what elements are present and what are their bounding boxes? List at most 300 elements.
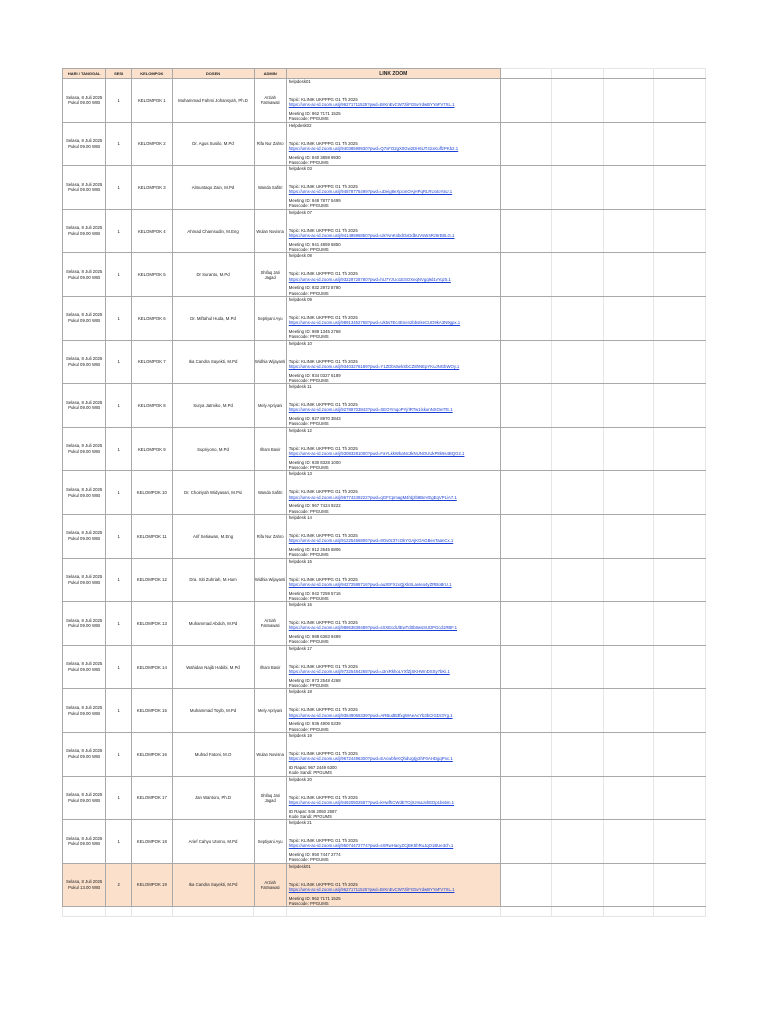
lecturer-cell[interactable] — [173, 297, 255, 340]
empty-cell[interactable] — [654, 68, 706, 78]
header-lecturer: DOSEN — [173, 68, 255, 78]
session-cell[interactable] — [106, 123, 132, 166]
zoom-link-cell[interactable] — [287, 559, 501, 602]
empty-cell[interactable] — [604, 820, 655, 863]
session-cell[interactable] — [106, 777, 132, 820]
day-cell[interactable] — [62, 515, 106, 558]
day-cell[interactable] — [62, 428, 106, 471]
empty-cell[interactable] — [654, 428, 706, 471]
session-cell[interactable] — [106, 864, 132, 907]
lecturer-cell[interactable] — [173, 123, 255, 166]
helpdesk-text: helpdesk 09 — [288, 296, 312, 302]
group-text: KELOMPOK 7 — [137, 359, 166, 365]
empty-cell[interactable] — [501, 777, 553, 820]
topic-text: Topic: KLINIK UKPPPG G1 Th 2025 — [288, 314, 358, 320]
empty-cell[interactable] — [501, 515, 553, 558]
empty-cell[interactable] — [552, 646, 604, 689]
empty-cell[interactable] — [604, 733, 655, 776]
lecturer-text: Muhammad Toyib, M.Pd — [189, 708, 237, 714]
empty-cell[interactable] — [287, 907, 501, 916]
lecturer-cell[interactable] — [173, 384, 255, 427]
empty-cell[interactable] — [552, 907, 604, 916]
admin-cell[interactable] — [255, 384, 287, 427]
day-cell[interactable] — [62, 166, 106, 209]
lecturer-cell[interactable] — [173, 79, 255, 122]
zoom-info — [289, 402, 453, 412]
empty-cell[interactable] — [501, 559, 553, 602]
passcode-text: Passcode: PPGUMS — [288, 726, 329, 732]
empty-cell[interactable] — [552, 79, 604, 122]
group-cell[interactable] — [132, 733, 173, 776]
group-cell[interactable] — [132, 341, 173, 384]
lecturer-cell[interactable] — [173, 428, 255, 471]
passcode-text: Passcode: PPGUMS — [288, 334, 329, 340]
zoom-link-cell[interactable] — [287, 864, 501, 907]
group-cell[interactable] — [132, 689, 173, 732]
day-cell[interactable] — [62, 689, 106, 732]
day-cell[interactable] — [62, 123, 106, 166]
empty-cell[interactable] — [654, 471, 706, 514]
admin-cell[interactable] — [255, 123, 287, 166]
admin-text: Septiyani Ayu — [257, 838, 283, 844]
empty-cell[interactable] — [604, 297, 655, 340]
group-cell[interactable] — [132, 820, 173, 863]
empty-cell[interactable] — [552, 733, 604, 776]
empty-cell[interactable] — [604, 602, 655, 645]
empty-cell[interactable] — [604, 68, 655, 78]
table-row — [62, 689, 706, 733]
lecturer-cell[interactable] — [173, 559, 255, 602]
meeting-info — [289, 373, 341, 383]
session-cell[interactable] — [106, 689, 132, 732]
session-cell[interactable] — [106, 253, 132, 296]
empty-cell[interactable] — [604, 777, 655, 820]
empty-cell[interactable] — [604, 384, 655, 427]
date-text: Selasa, 8 Juli 2025 — [65, 661, 103, 667]
empty-cell[interactable] — [501, 384, 553, 427]
meeting-id-text: ID Rapat: 946 2050 2587 — [288, 808, 337, 814]
admin-cell[interactable] — [255, 166, 287, 209]
empty-cell[interactable] — [501, 602, 553, 645]
zoom-link-cell[interactable] — [287, 515, 501, 558]
date-text: Selasa, 8 Juli 2025 — [65, 399, 103, 405]
lecturer-cell[interactable] — [173, 471, 255, 514]
empty-cell[interactable] — [501, 820, 553, 863]
empty-cell[interactable] — [552, 471, 604, 514]
passcode-text: Passcode: PPGUMS — [288, 203, 329, 209]
meeting-id-text: Meeting ID: 927 8970 3843 — [288, 416, 341, 422]
admin-cell[interactable] — [255, 864, 287, 907]
session-cell[interactable] — [106, 428, 132, 471]
passcode-text: Passcode: PPGUMS — [288, 682, 329, 688]
empty-cell[interactable] — [501, 123, 553, 166]
session-text: 1 — [117, 795, 120, 801]
day-cell[interactable] — [62, 384, 106, 427]
zoom-link-cell[interactable] — [287, 341, 501, 384]
zoom-link-cell[interactable] — [287, 646, 501, 689]
admin-text: Shifaq Jati Jagad — [260, 792, 280, 803]
meeting-info — [289, 809, 337, 819]
session-text: 1 — [117, 315, 120, 321]
session-text: 1 — [117, 141, 120, 147]
group-text: KELOMPOK 16 — [136, 751, 167, 757]
admin-cell[interactable] — [255, 341, 287, 384]
zoom-link-cell[interactable] — [287, 602, 501, 645]
helpdesk-text: helpdesk 15 — [288, 558, 312, 564]
empty-cell[interactable] — [552, 777, 604, 820]
empty-cell[interactable] — [552, 864, 604, 907]
table-row — [62, 166, 706, 210]
empty-cell[interactable] — [604, 166, 655, 209]
empty-cell[interactable] — [501, 253, 553, 296]
zoom-url-link[interactable]: https://ums-ac-id.zoom.us/j/94620502587?pwd=kHwfhCWdETOjXJmaJxhEDp1bs6m.1 — [288, 799, 455, 805]
group-cell[interactable] — [132, 123, 173, 166]
zoom-url-link[interactable]: https://ums-ac-id.zoom.us/j/93403276189?pwd=Y1ZDbVaekSbCZ8hNEpYKuJNGbWOy.1 — [288, 363, 460, 369]
session-text: 2 — [117, 882, 120, 888]
empty-cell[interactable] — [654, 907, 706, 916]
zoom-url-link[interactable]: https://ums-ac-id.zoom.us/j/93649065339?pwd=ARBudB3fxgWAeAcYb3bCIGDr3Yg.1 — [288, 712, 453, 718]
empty-cell[interactable] — [654, 297, 706, 340]
zoom-url-link[interactable]: https://ums-ac-id.zoom.us/j/96271711525?pwd=BrKnEvCW7zliFG5vYdwBYYaFV7XL.1 — [288, 886, 455, 892]
group-cell[interactable] — [132, 79, 173, 122]
empty-cell[interactable] — [654, 864, 706, 907]
group-cell[interactable] — [132, 297, 173, 340]
zoom-url-link[interactable]: https://ums-ac-id.zoom.us/j/97325484268?pwd=u3rxRkhoLYXfZjSKHWnDSSy7bKi.1 — [288, 668, 450, 674]
zoom-link-cell[interactable] — [287, 689, 501, 732]
helpdesk-text: helpdesk01 — [288, 79, 311, 84]
zoom-url-link[interactable]: https://ums-ac-id.zoom.us/j/93083281000?pwd=FaYLkkWbaNc3kNUNOUUkP8k9s4BQG2.1 — [288, 450, 465, 456]
zoom-link-cell[interactable] — [287, 428, 501, 471]
group-cell[interactable] — [132, 428, 173, 471]
lecturer-cell[interactable] — [173, 210, 255, 253]
lecturer-cell[interactable] — [173, 166, 255, 209]
empty-cell[interactable] — [552, 341, 604, 384]
session-cell[interactable] — [106, 733, 132, 776]
passcode-text: Kode Sandi: PPGUMS — [288, 770, 332, 776]
admin-cell[interactable] — [255, 79, 287, 122]
group-text: KELOMPOK 19 — [136, 882, 167, 888]
empty-cell[interactable] — [604, 123, 655, 166]
helpdesk-text: helpdesk 03 — [288, 166, 312, 172]
session-cell[interactable] — [106, 210, 132, 253]
session-cell[interactable] — [106, 559, 132, 602]
admin-text: Arziah Fatmawati — [260, 618, 280, 629]
topic-text: Topic: KLINIK UKPPPG G1 Th 2025 — [288, 838, 358, 844]
empty-cell[interactable] — [654, 341, 706, 384]
lecturer-cell[interactable] — [173, 777, 255, 820]
lecturer-cell[interactable] — [173, 646, 255, 689]
lecturer-cell[interactable] — [173, 820, 255, 863]
lecturer-cell[interactable] — [173, 253, 255, 296]
empty-cell[interactable] — [173, 907, 255, 916]
session-cell[interactable] — [106, 384, 132, 427]
empty-cell[interactable] — [552, 559, 604, 602]
empty-cell[interactable] — [654, 689, 706, 732]
empty-cell[interactable] — [654, 777, 706, 820]
empty-cell[interactable] — [62, 907, 106, 916]
helpdesk-text: helpdesk 16 — [288, 602, 312, 608]
time-text: Pukul 09.00 WIB — [68, 231, 101, 237]
empty-cell[interactable] — [654, 79, 706, 122]
empty-cell[interactable] — [604, 646, 655, 689]
time-text: Pukul 09.00 WIB — [68, 449, 101, 455]
zoom-link-cell[interactable] — [287, 123, 501, 166]
session-text: 1 — [117, 490, 120, 496]
zoom-url-link[interactable]: https://ums-ac-id.zoom.us/j/94148596850?pwd=UkYvnKnbdOxDdbUVsW4Rz8rB0LG.1 — [288, 233, 455, 239]
time-text: Pukul 09.00 WIB — [68, 100, 101, 106]
header-group: KELOMPOK — [132, 68, 173, 78]
admin-cell[interactable] — [255, 820, 287, 863]
zoom-url-link[interactable]: https://ums-ac-id.zoom.us/j/98863839489?pwd=sXXEcdUlEwTd0b8wsSUDPGcd1RBF.1 — [288, 625, 458, 631]
topic-text: Topic: KLINIK UKPPPG G1 Th 2025 — [288, 227, 358, 233]
session-cell[interactable] — [106, 341, 132, 384]
group-cell[interactable] — [132, 515, 173, 558]
empty-cell[interactable] — [501, 907, 553, 916]
meeting-id-text: Meeting ID: 912 2545 6806 — [288, 546, 341, 552]
group-cell[interactable] — [132, 384, 173, 427]
lecturer-cell[interactable] — [173, 733, 255, 776]
lecturer-cell[interactable] — [173, 515, 255, 558]
topic-text: Topic: KLINIK UKPPPG G1 Th 2025 — [288, 794, 358, 800]
table-row — [62, 384, 706, 428]
day-cell[interactable] — [62, 471, 106, 514]
meeting-id-text: Meeting ID: 948 7877 5499 — [288, 198, 341, 204]
admin-cell[interactable] — [255, 515, 287, 558]
empty-cell[interactable] — [552, 820, 604, 863]
empty-cell[interactable] — [604, 515, 655, 558]
admin-cell[interactable] — [255, 297, 287, 340]
zoom-link-cell[interactable] — [287, 733, 501, 776]
table-row — [62, 646, 706, 690]
admin-cell[interactable] — [255, 733, 287, 776]
day-cell[interactable] — [62, 297, 106, 340]
empty-cell[interactable] — [604, 253, 655, 296]
admin-cell[interactable] — [255, 471, 287, 514]
date-text: Selasa, 8 Juli 2025 — [65, 574, 103, 580]
empty-cell[interactable] — [552, 123, 604, 166]
date-text: Selasa, 8 Juli 2025 — [65, 486, 103, 492]
empty-cell[interactable] — [501, 68, 553, 78]
zoom-link-cell[interactable] — [287, 210, 501, 253]
admin-cell[interactable] — [255, 559, 287, 602]
group-cell[interactable] — [132, 210, 173, 253]
empty-cell[interactable] — [604, 559, 655, 602]
lecturer-cell[interactable] — [173, 864, 255, 907]
passcode-text: Passcode: PPGUMS — [288, 377, 329, 383]
admin-cell[interactable] — [255, 646, 287, 689]
empty-cell[interactable] — [254, 907, 286, 916]
zoom-url-link[interactable]: https://ums-ac-id.zoom.us/j/98913452768?pwd=Uk5s7Ec4Enen2bbsIkeCUD9kA3N9gpx.1 — [288, 320, 461, 326]
zoom-link-cell[interactable] — [287, 777, 501, 820]
empty-cell[interactable] — [501, 733, 553, 776]
empty-cell[interactable] — [604, 79, 655, 122]
group-text: KELOMPOK 5 — [137, 272, 166, 278]
empty-cell[interactable] — [604, 341, 655, 384]
group-cell[interactable] — [132, 864, 173, 907]
zoom-link-cell[interactable] — [287, 166, 501, 209]
empty-cell[interactable] — [654, 559, 706, 602]
empty-cell[interactable] — [654, 210, 706, 253]
empty-cell[interactable] — [654, 123, 706, 166]
passcode-text: Passcode: PPGUMS — [288, 290, 329, 296]
zoom-url-link[interactable]: https://ums-ac-id.zoom.us/j/96271711525?pwd=BrKnEvCW7zliFG5vYdwBYYaFV7XL.1 — [288, 102, 455, 108]
zoom-link-cell[interactable] — [287, 253, 501, 296]
admin-cell[interactable] — [255, 253, 287, 296]
empty-cell[interactable] — [552, 515, 604, 558]
empty-cell[interactable] — [654, 384, 706, 427]
empty-cell[interactable] — [654, 602, 706, 645]
empty-cell[interactable] — [132, 907, 173, 916]
session-cell[interactable] — [106, 602, 132, 645]
zoom-info — [289, 751, 453, 761]
empty-cell[interactable] — [552, 602, 604, 645]
zoom-url-link[interactable]: https://ums-ac-id.zoom.us/j/93229728780?pwd=hU7YzUo1ESOXeqNVgq9d1vYqz5.1 — [288, 276, 451, 282]
zoom-info — [289, 620, 457, 630]
table-row — [62, 515, 706, 559]
session-cell[interactable] — [106, 166, 132, 209]
empty-cell[interactable] — [604, 907, 655, 916]
empty-cell[interactable] — [552, 253, 604, 296]
admin-cell[interactable] — [255, 689, 287, 732]
helpdesk-text: Helpdesk02 — [288, 122, 312, 128]
empty-cell[interactable] — [654, 733, 706, 776]
admin-cell[interactable] — [255, 777, 287, 820]
empty-cell[interactable] — [501, 210, 553, 253]
zoom-link-cell[interactable] — [287, 297, 501, 340]
empty-cell[interactable] — [604, 428, 655, 471]
table-row — [62, 253, 706, 297]
empty-cell[interactable] — [604, 210, 655, 253]
meeting-info — [289, 547, 341, 557]
empty-cell[interactable] — [106, 907, 132, 916]
empty-cell[interactable] — [501, 689, 553, 732]
session-cell[interactable] — [106, 820, 132, 863]
empty-cell[interactable] — [654, 646, 706, 689]
day-cell[interactable] — [62, 864, 106, 907]
group-cell[interactable] — [132, 602, 173, 645]
empty-cell[interactable] — [501, 341, 553, 384]
zoom-link-cell[interactable] — [287, 471, 501, 514]
meeting-info — [289, 198, 341, 208]
group-cell[interactable] — [132, 253, 173, 296]
zoom-link-cell[interactable] — [287, 384, 501, 427]
empty-cell[interactable] — [654, 820, 706, 863]
zoom-url-link[interactable]: https://ums-ac-id.zoom.us/j/96774249222?pwd=qGFCpmagM4htj2b8BeVEgEqVPLiA7.1 — [288, 494, 457, 500]
lecturer-text: Ahmad Chamsudin, M.Eng — [187, 228, 239, 234]
empty-cell[interactable] — [552, 428, 604, 471]
empty-cell[interactable] — [501, 166, 553, 209]
session-cell[interactable] — [106, 646, 132, 689]
time-text: Pukul 09.00 WIB — [68, 143, 101, 149]
empty-cell[interactable] — [552, 166, 604, 209]
day-cell[interactable] — [62, 820, 106, 863]
helpdesk-text: helpdesk 07 — [288, 209, 312, 215]
day-cell[interactable] — [62, 602, 106, 645]
session-cell[interactable] — [106, 471, 132, 514]
day-cell[interactable] — [62, 210, 106, 253]
meeting-info — [289, 416, 341, 426]
zoom-info — [289, 271, 451, 281]
day-cell[interactable] — [62, 646, 106, 689]
zoom-url-link[interactable]: https://ums-ac-id.zoom.us/j/94878775499?pwd=uDeig8eXpcmOAjHPqRLRUotoYaU.1 — [288, 189, 453, 195]
zoom-url-link[interactable]: https://ums-ac-id.zoom.us/j/91225456806?pwd=9Ov0z37cOkYGAjKOAGBexTaanCx.1 — [288, 538, 454, 544]
session-cell[interactable] — [106, 515, 132, 558]
day-cell[interactable] — [62, 253, 106, 296]
session-cell[interactable] — [106, 79, 132, 122]
empty-cell[interactable] — [654, 166, 706, 209]
zoom-info — [289, 707, 453, 717]
empty-cell[interactable] — [501, 471, 553, 514]
group-cell[interactable] — [132, 166, 173, 209]
zoom-url-link[interactable]: https://ums-ac-id.zoom.us/j/96724496300?pwd=EAcwbfeKQhdUgtjy2hF0AHDgqPnc.1 — [288, 756, 453, 762]
table-row — [62, 864, 706, 908]
empty-cell[interactable] — [552, 210, 604, 253]
zoom-url-link[interactable]: https://ums-ac-id.zoom.us/j/95074472774?pwd=sXRwHacyZCjBK5hRuJqO1BUe3ch.1 — [288, 843, 454, 849]
date-text: Selasa, 8 Juli 2025 — [65, 879, 103, 885]
day-cell[interactable] — [62, 733, 106, 776]
date-text: Selasa, 8 Juli 2025 — [65, 617, 103, 623]
passcode-text: Passcode: PPGUMS — [288, 508, 329, 514]
empty-cell[interactable] — [501, 864, 553, 907]
empty-cell[interactable] — [501, 297, 553, 340]
session-cell[interactable] — [106, 297, 132, 340]
empty-cell[interactable] — [604, 471, 655, 514]
admin-cell[interactable] — [255, 210, 287, 253]
table-row — [62, 123, 706, 167]
empty-cell[interactable] — [552, 297, 604, 340]
meeting-id-text: Meeting ID: 962 7171 1525 — [288, 111, 341, 116]
group-cell[interactable] — [132, 471, 173, 514]
zoom-info — [289, 489, 457, 499]
lecturer-cell[interactable] — [173, 602, 255, 645]
topic-text: Topic: KLINIK UKPPPG G1 Th 2025 — [288, 402, 358, 408]
lecturer-cell[interactable] — [173, 341, 255, 384]
group-cell[interactable] — [132, 559, 173, 602]
zoom-url-link[interactable]: https://ums-ac-id.zoom.us/j/92789703843?pwd=SEOYmqoPYjrlRTw1lxkunNSOeITE.1 — [288, 407, 453, 413]
empty-cell[interactable] — [604, 864, 655, 907]
session-text: 1 — [117, 664, 120, 670]
empty-cell[interactable] — [552, 384, 604, 427]
empty-cell[interactable] — [552, 689, 604, 732]
day-cell[interactable] — [62, 341, 106, 384]
admin-cell[interactable] — [255, 602, 287, 645]
topic-text: Topic: KLINIK UKPPPG G1 Th 2025 — [288, 707, 358, 713]
day-cell[interactable] — [62, 79, 106, 122]
lecturer-cell[interactable] — [173, 689, 255, 732]
zoom-url-link[interactable]: https://ums-ac-id.zoom.us/j/94038599930?pwd=Q7xFO2gX0Gw2DH6UT42xKuffzPKb2.1 — [288, 145, 459, 151]
empty-cell[interactable] — [604, 689, 655, 732]
zoom-link-cell[interactable] — [287, 79, 501, 122]
passcode-text: Passcode: PPGUMS — [288, 116, 329, 122]
zoom-url-link[interactable]: https://ums-ac-id.zoom.us/j/94272595716?pwd=auzEFXzxQjXkSLavIeo4yZRBoBrU.1 — [288, 581, 452, 587]
group-cell[interactable] — [132, 777, 173, 820]
topic-text: Topic: KLINIK UKPPPG G1 Th 2025 — [288, 881, 358, 887]
admin-cell[interactable] — [255, 428, 287, 471]
empty-cell[interactable] — [552, 68, 604, 78]
zoom-info — [289, 795, 454, 805]
empty-cell[interactable] — [501, 428, 553, 471]
day-cell[interactable] — [62, 777, 106, 820]
empty-cell[interactable] — [501, 79, 553, 122]
group-cell[interactable] — [132, 646, 173, 689]
empty-cell[interactable] — [501, 646, 553, 689]
zoom-link-cell[interactable] — [287, 820, 501, 863]
empty-cell[interactable] — [654, 515, 706, 558]
day-cell[interactable] — [62, 559, 106, 602]
empty-row — [62, 907, 706, 917]
topic-text: Topic: KLINIK UKPPPG G1 Th 2025 — [288, 532, 358, 538]
empty-cell[interactable] — [654, 253, 706, 296]
